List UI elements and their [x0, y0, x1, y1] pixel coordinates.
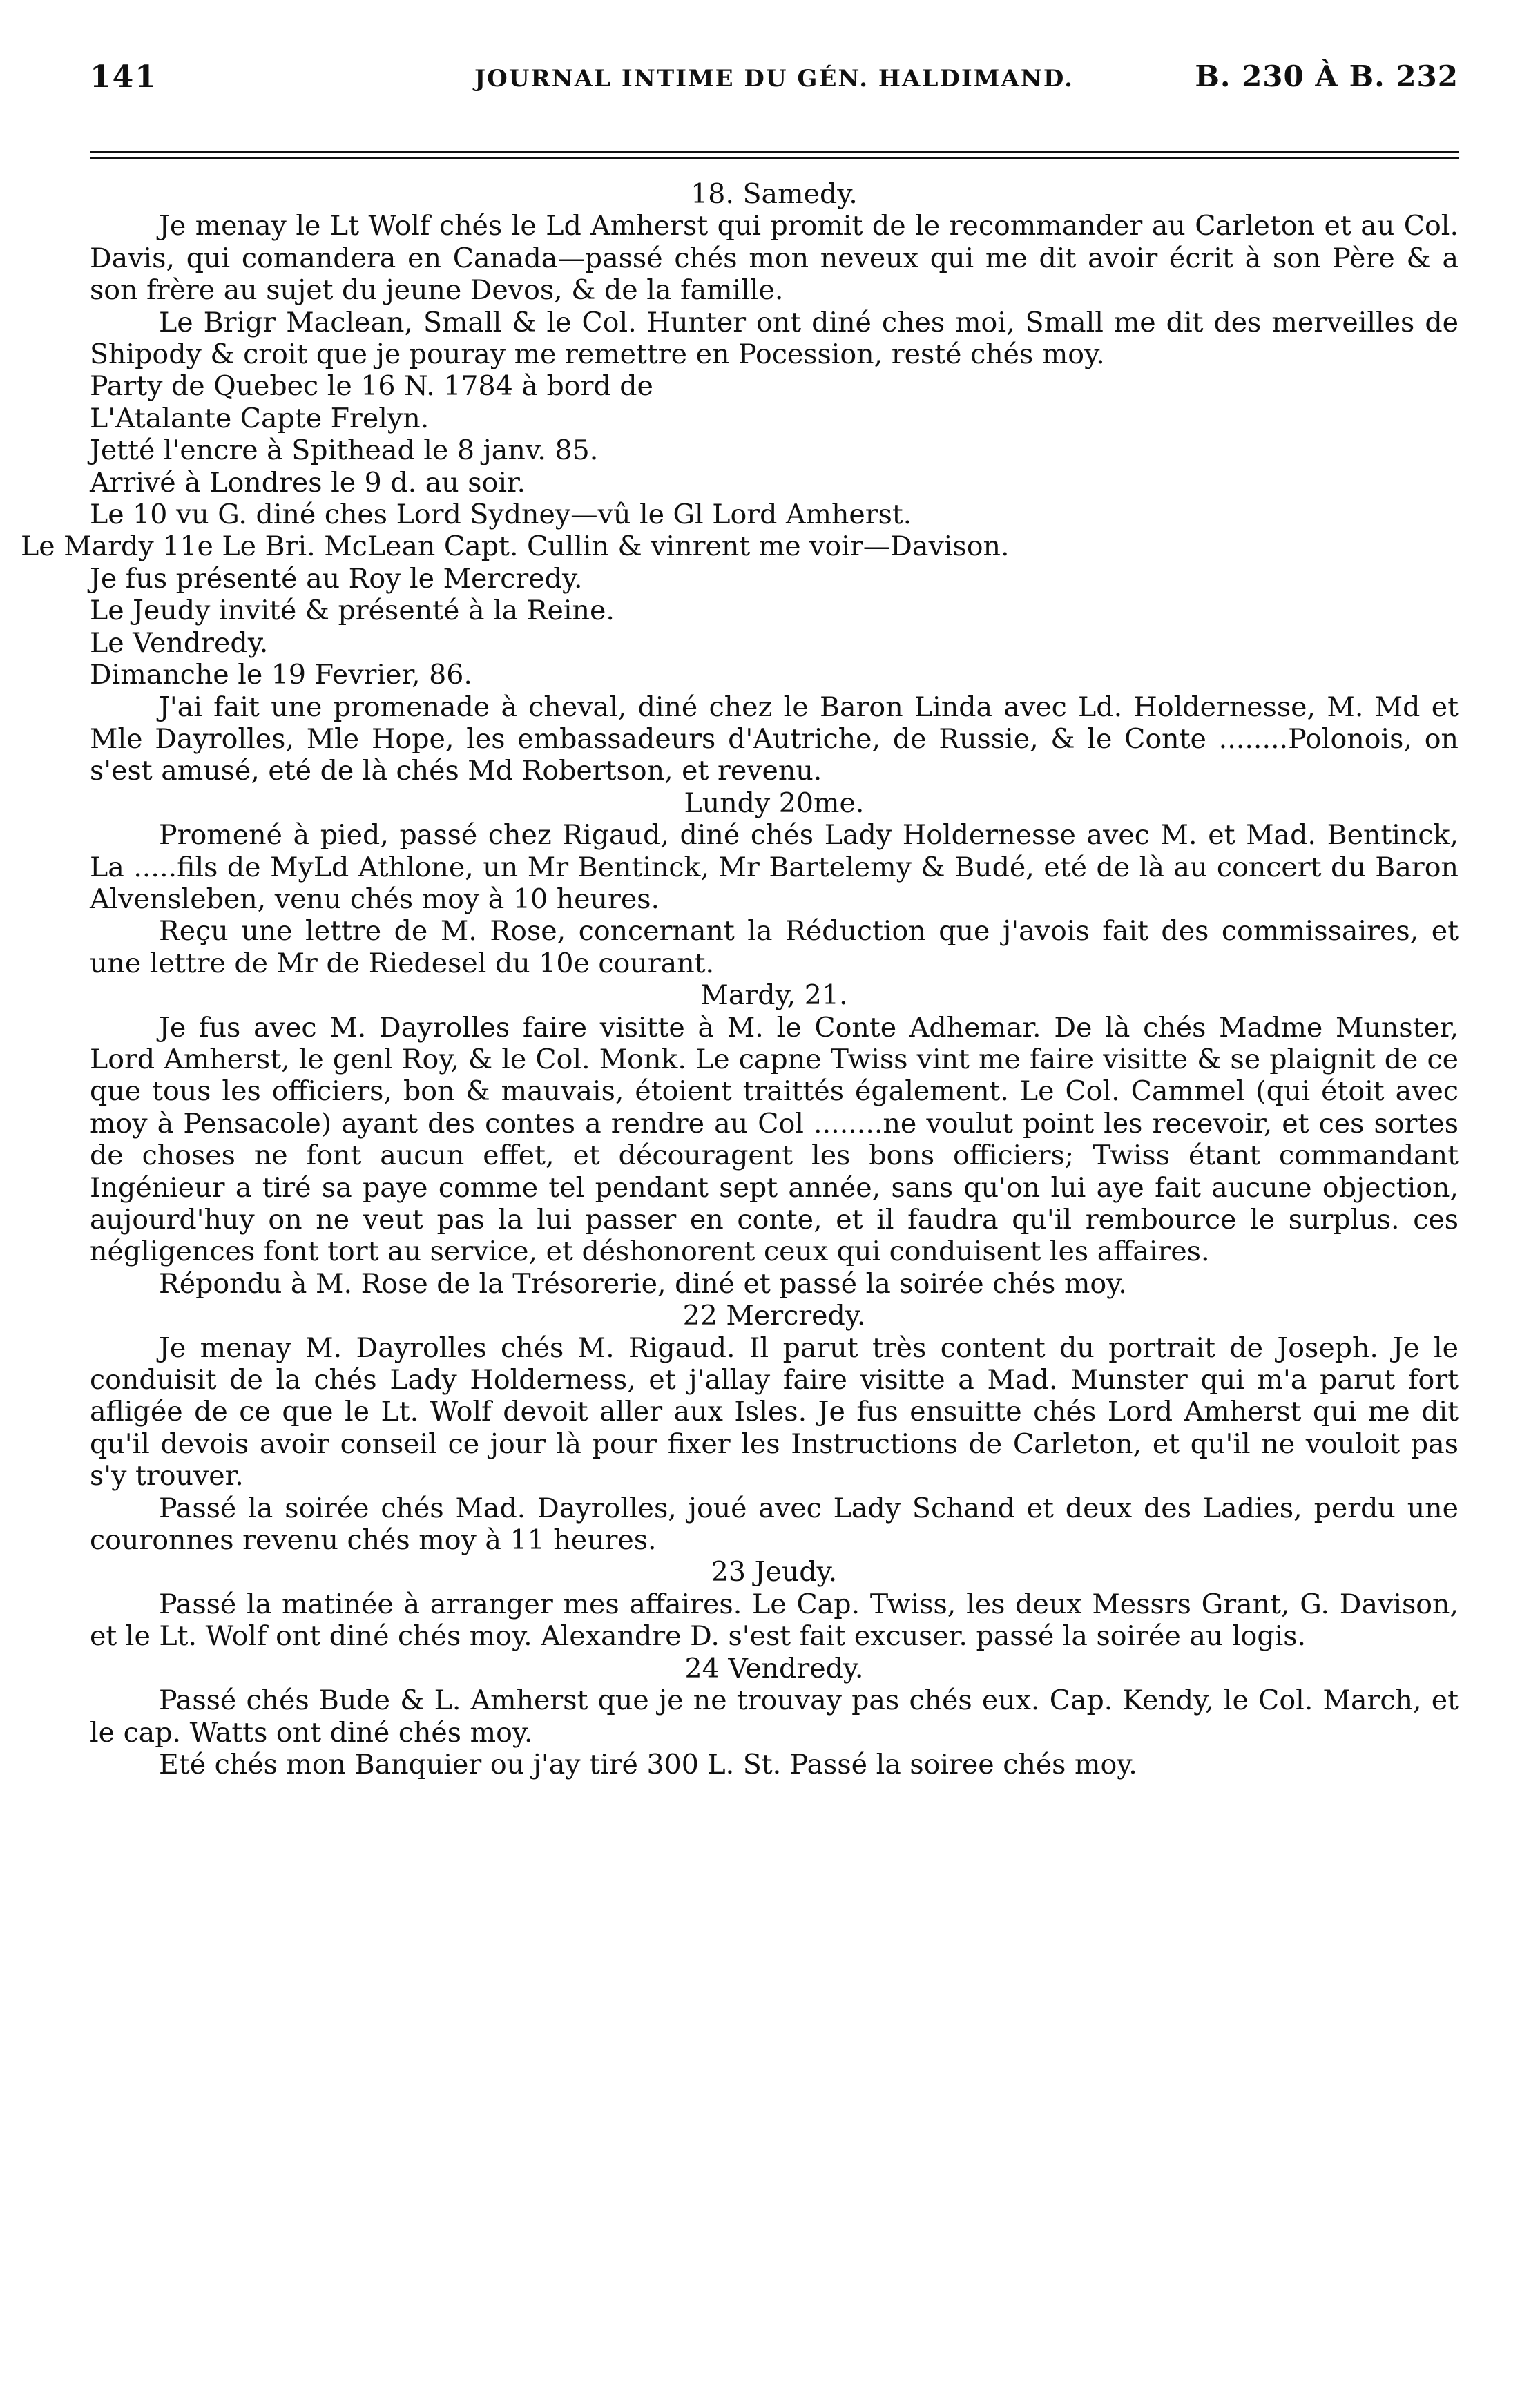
running-title: JOURNAL INTIME DU GÉN. HALDIMAND. [474, 65, 1074, 93]
entry-date: Lundy 20me. [684, 787, 865, 819]
entry-line: Party de Quebec le 16 N. 1784 à bord de [90, 370, 653, 403]
entry-line: Je fus présenté au Roy le Mercredy. [90, 562, 583, 595]
entry-paragraph: Le Brigr Maclean, Small & le Col. Hunter ont diné ches moi, Small me dit des merveilles de Shipody & croit que je pouray me remettre en Pocession, resté chés moy. [90, 306, 1459, 371]
entry-paragraph: Passé la soirée chés Mad. Dayrolles, joué avec Lady Schand et deux des Ladies, perdu une couronnes revenu chés moy à 11 heures. [90, 1492, 1459, 1557]
entry-line: Le Vendredy. [90, 626, 269, 659]
entry-paragraph: Je menay le Lt Wolf chés le Ld Amherst qui promit de le recommander au Carleton et au Col. Davis, qui comandera en Canada—passé chés mon neveux qui me dit avoir écrit à son Père & a son frère au sujet du jeune Devos, & de la famille. [90, 210, 1459, 307]
entry-paragraph: Promené à pied, passé chez Rigaud, diné chés Lady Holdernesse avec M. et Mad. Bentinck, La .....fils de MyLd Athlone, un Mr Bentinck, Mr Bartelemy & Budé, eté de là au concert du Baron Alvensleben, venu chés moy à 10 heures. [90, 819, 1459, 915]
journal-body [21, 178, 1459, 1780]
entry-paragraph: Reçu une lettre de M. Rose, concernant la Réduction que j'avois fait des commissaires, et une lettre de Mr de Riedesel du 10e courant. [90, 915, 1459, 979]
header-rule [90, 151, 1459, 159]
entry-paragraph: Passé la matinée à arranger mes affaires. Le Cap. Twiss, les deux Messrs Grant, G. Davison, et le Lt. Wolf ont diné chés moy. Alexandre D. s'est fait excuser. passé la soirée au logis. [90, 1588, 1459, 1653]
entry-date: Mardy, 21. [700, 979, 848, 1012]
entry-line: Arrivé à Londres le 9 d. au soir. [90, 466, 526, 499]
entry-line: Le Jeudy invité & présenté à la Reine. [90, 595, 615, 627]
entry-line: Le 10 vu G. diné ches Lord Sydney—vû le Gl Lord Amherst. [90, 499, 912, 531]
page-header [90, 59, 1459, 115]
entry-paragraph: Répondu à M. Rose de la Trésorerie, diné et passé la soirée chés moy. [159, 1267, 1127, 1300]
entry-paragraph: Eté chés mon Banquier ou j'ay tiré 300 L. St. Passé la soiree chés moy. [159, 1748, 1137, 1780]
entry-line: Jetté l'encre à Spithead le 8 janv. 85. [90, 434, 599, 467]
entry-paragraph: Je fus avec M. Dayrolles faire visitte à M. le Conte Adhemar. De là chés Madme Munster, Lord Amherst, le genl Roy, & le Col. Monk. Le capne Twiss vint me faire visitte & se plaignit de ce que tous les officiers, bon & mauvais, étoient traittés également. Le Col. Cammel (qui étoit avec moy à Pensacole) ayant des contes a rendre au Col ........ne voulut point les recevoir, et ces sortes de choses ne font aucun effet, et découragent les bons officiers; Twiss étant commandant Ingénieur a tiré sa paye comme tel pendant sept année, sans qu'on lui aye fait aucune objection, aujourd'huy on ne veut pas la lui passer en conte, et il faudra qu'il rembource le surplus. ces négligences font tort au service, et déshonorent ceux qui conduisent les affaires. [90, 1011, 1459, 1268]
entry-date: 24 Vendredy. [684, 1652, 864, 1684]
folio-reference: B. 230 À B. 232 [1195, 59, 1459, 93]
entry-paragraph: J'ai fait une promenade à cheval, diné chez le Baron Linda avec Ld. Holdernesse, M. Md et Mle Dayrolles, Mle Hope, les embassadeurs d'Autriche, de Russie, & le Conte ........Polonois, on s'est amusé, eté de là chés Md Robertson, et revenu. [90, 691, 1459, 787]
entry-paragraph: Passé chés Bude & L. Amherst que je ne trouvay pas chés eux. Cap. Kendy, le Col. March, et le cap. Watts ont diné chés moy. [90, 1684, 1459, 1749]
entry-date: Dimanche le 19 Fevrier, 86. [90, 659, 472, 691]
entry-line: Le Mardy 11e Le Bri. McLean Capt. Cullin & vinrent me voir—Davison. [21, 530, 1010, 563]
entry-date: 18. Samedy. [691, 178, 858, 210]
entry-date: 23 Jeudy. [711, 1556, 838, 1588]
entry-line: L'Atalante Capte Frelyn. [90, 402, 430, 434]
entry-date: 22 Mercredy. [682, 1300, 866, 1332]
entry-paragraph: Je menay M. Dayrolles chés M. Rigaud. Il parut très content du portrait de Joseph. Je le conduisit de la chés Lady Holderness, et j'allay faire visitte a Mad. Munster qui m'a parut fort afligée de ce que le Lt. Wolf devoit aller aux Isles. Je fus ensuitte chés Lord Amherst qui me dit qu'il devois avoir conseil ce jour là pour fixer les Instructions de Carleton, et qu'il ne vouloit pas s'y trouver. [90, 1332, 1459, 1492]
page-number: 141 [90, 59, 157, 95]
